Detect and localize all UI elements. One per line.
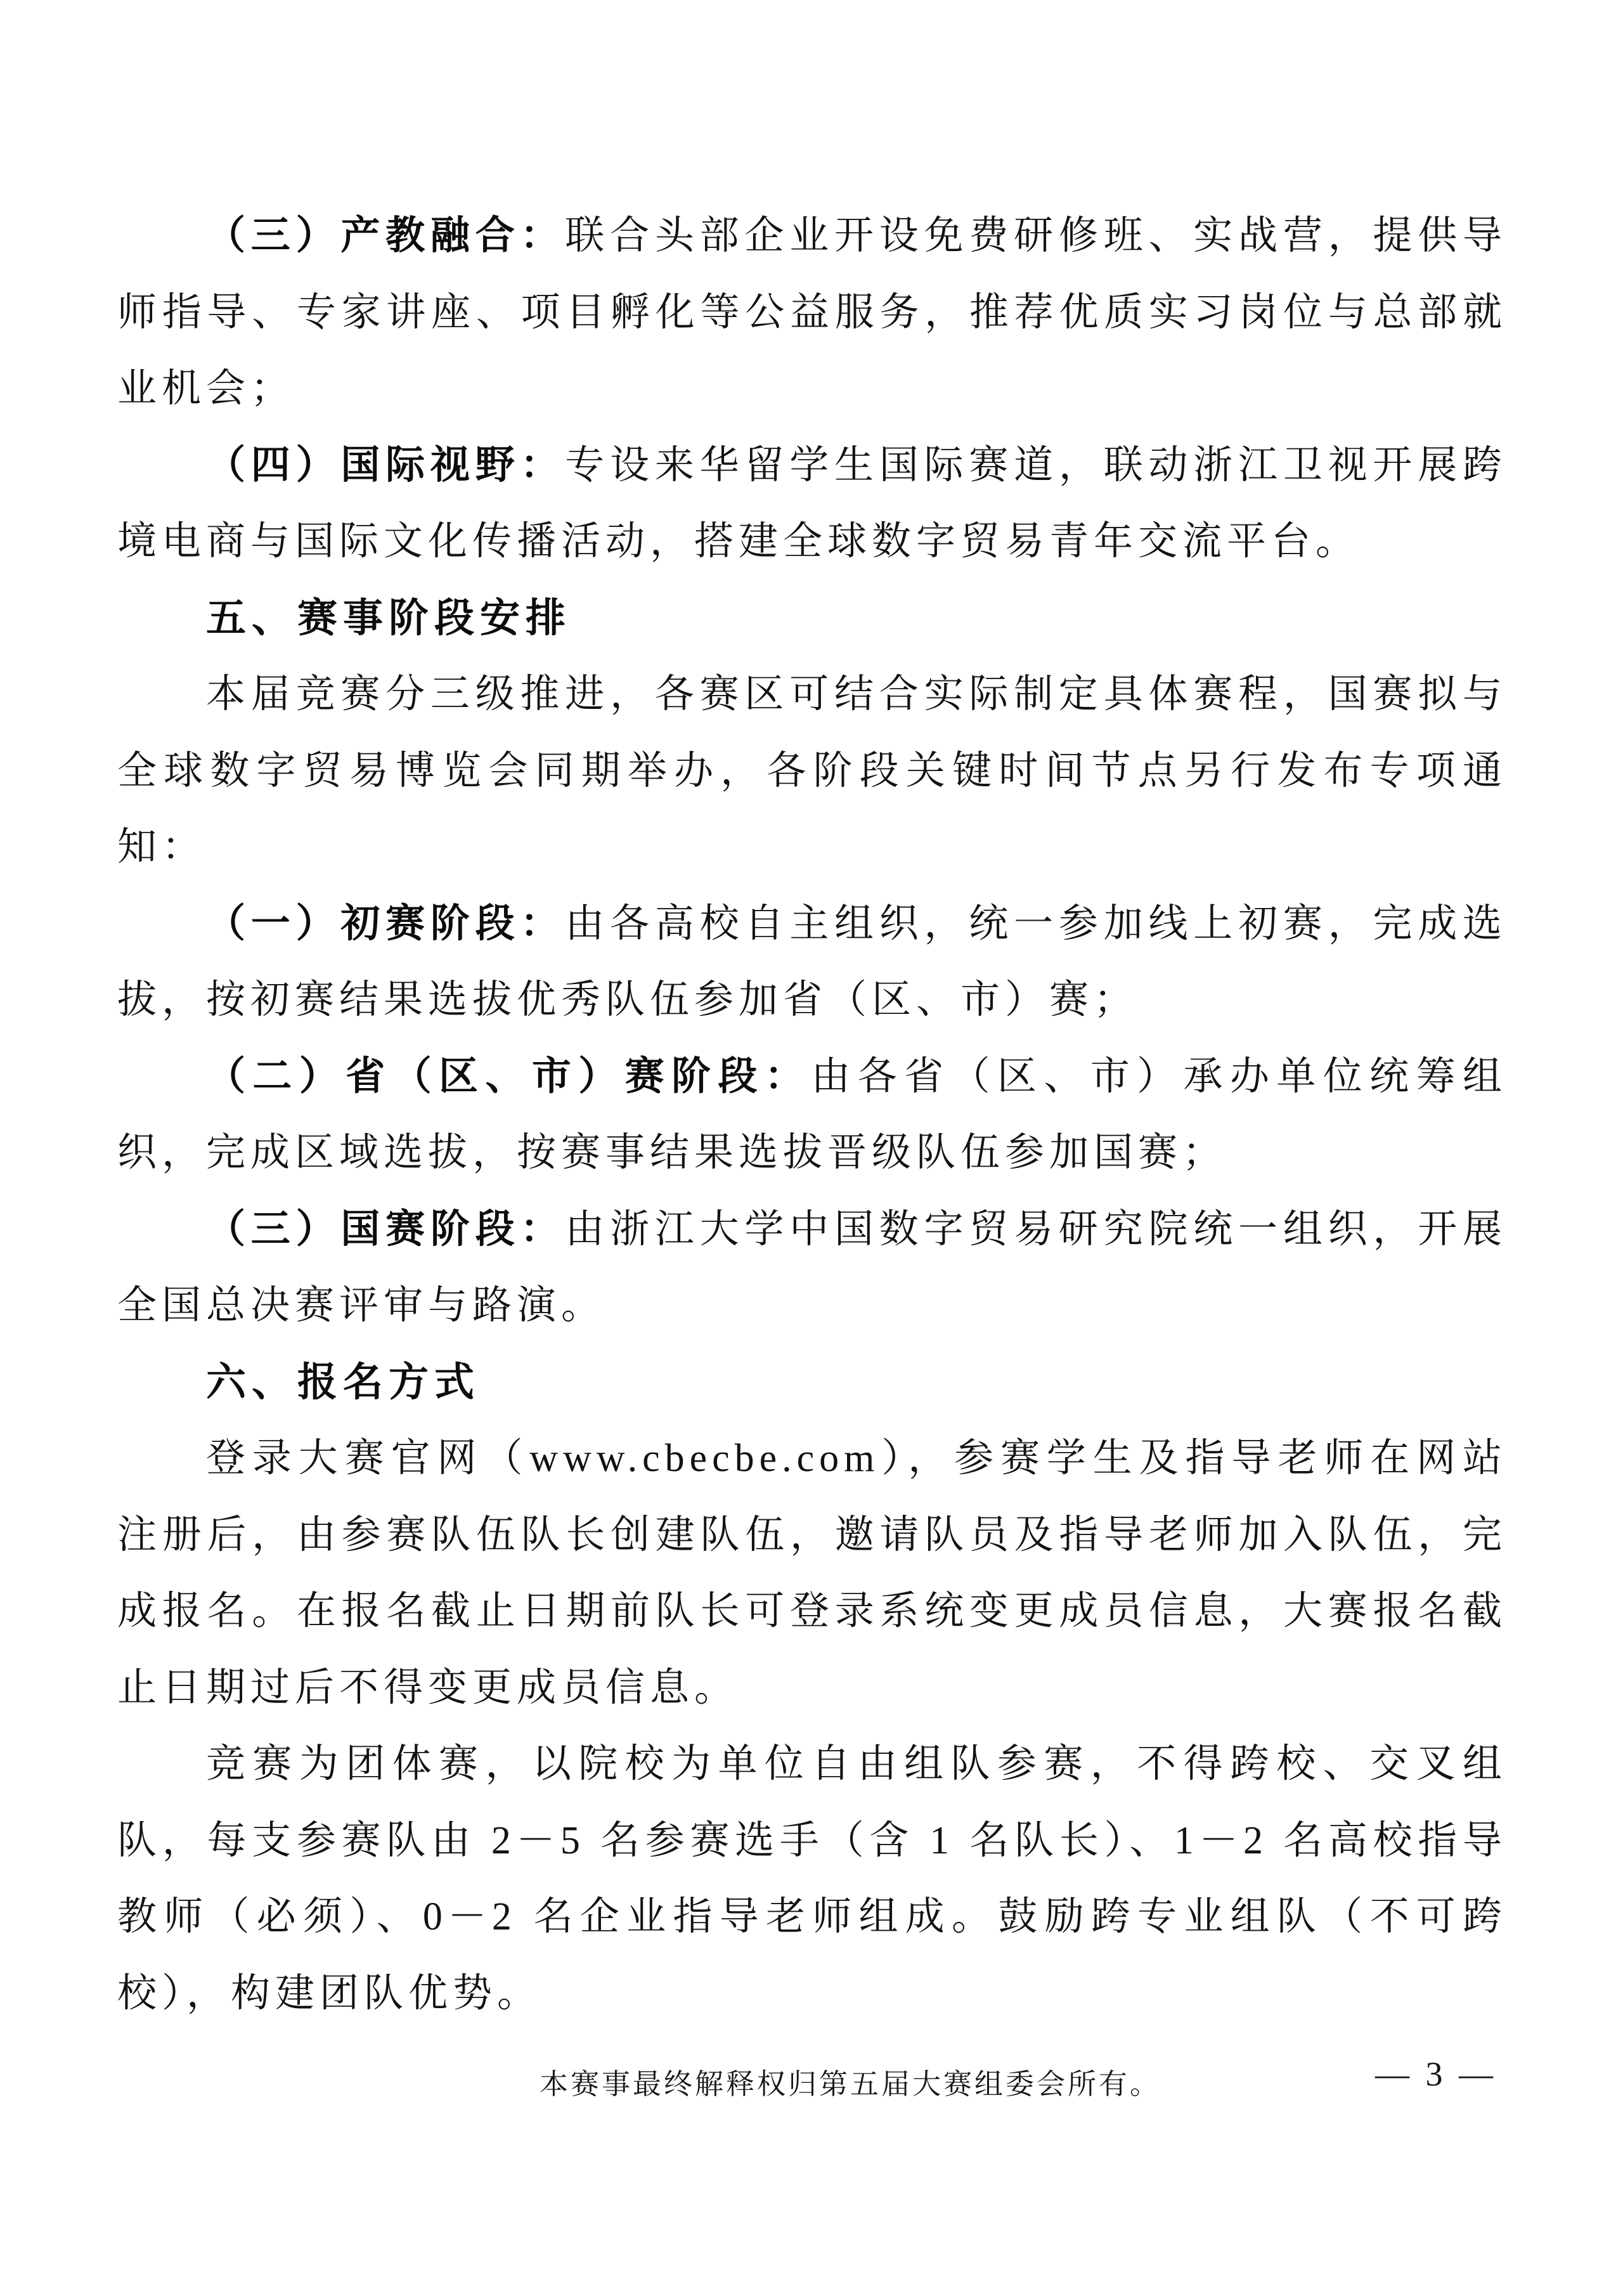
paragraph-lead: （四）国际视野： [206, 443, 566, 487]
page-footer [117, 2049, 1507, 2113]
paragraph-national-stage [117, 1191, 1507, 1344]
paragraph-text: 联合头部企业开设免费研修班、实战营，提供导师指导、专家讲座、项目孵化等公益服务，推荐优质实习岗位与总部就业机会； [117, 214, 1507, 410]
paragraph-preliminary-stage [117, 886, 1507, 1039]
paragraph-industry-education [117, 198, 1507, 427]
paragraph-lead: （一）初赛阶段： [206, 901, 566, 945]
paragraph-team-composition [117, 1726, 1507, 2032]
footer-disclaimer: 本赛事最终解释权归第五届大赛组委会所有。 [539, 2068, 1161, 2100]
paragraph-text: 本届竞赛分三级推进，各赛区可结合实际制定具体赛程，国赛拟与全球数字贸易博览会同期举办，各阶段关键时间节点另行发布专项通知： [117, 673, 1507, 869]
paragraph-text: 竞赛为团体赛，以院校为单位自由组队参赛，不得跨校、交叉组队，每支参赛队由 2－5 名参赛选手（含 1 名队长）、1－2 名高校指导教师（必须）、0－2 名企业指导老师组成。鼓励跨专业组队（不可跨校），构建团队优势。 [117, 1742, 1507, 2015]
paragraph-lead: （二）省（区、市）赛阶段： [206, 1054, 812, 1098]
paragraph-lead: （三）国赛阶段： [206, 1207, 566, 1251]
section-heading-stage-arrangement: 五、赛事阶段安排 [206, 595, 571, 640]
paragraph-text: 由各高校自主组织，统一参加线上初赛，完成选拔，按初赛结果选拔优秀队伍参加省（区、市）赛； [117, 902, 1507, 1022]
paragraph-text: 由浙江大学中国数字贸易研究院统一组织，开展全国总决赛评审与路演。 [117, 1207, 1507, 1327]
page-number: — 3 — [1375, 2055, 1497, 2093]
section-heading-registration: 六、报名方式 [206, 1359, 480, 1404]
paragraph-registration-website [117, 1420, 1507, 1726]
paragraph-stage-overview [117, 656, 1507, 886]
paragraph-international-vision [117, 427, 1507, 580]
paragraph-lead: （三）产教融合： [206, 214, 566, 257]
paragraph-text: 登录大赛官网（www.cbecbe.com），参赛学生及指导老师在网站注册后，由参赛队伍队长创建队伍，邀请队员及指导老师加入队伍，完成报名。在报名截止日期前队长可登录系统变更成员信息，大赛报名截止日期过后不得变更成员信息。 [117, 1437, 1507, 1709]
paragraph-text: 专设来华留学生国际赛道，联动浙江卫视开展跨境电商与国际文化传播活动，搭建全球数字贸易青年交流平台。 [117, 443, 1507, 563]
paragraph-text: 由各省（区、市）承办单位统筹组织，完成区域选拔，按赛事结果选拔晋级队伍参加国赛； [117, 1054, 1507, 1174]
paragraph-provincial-stage [117, 1039, 1507, 1191]
document-body [117, 198, 1507, 2032]
